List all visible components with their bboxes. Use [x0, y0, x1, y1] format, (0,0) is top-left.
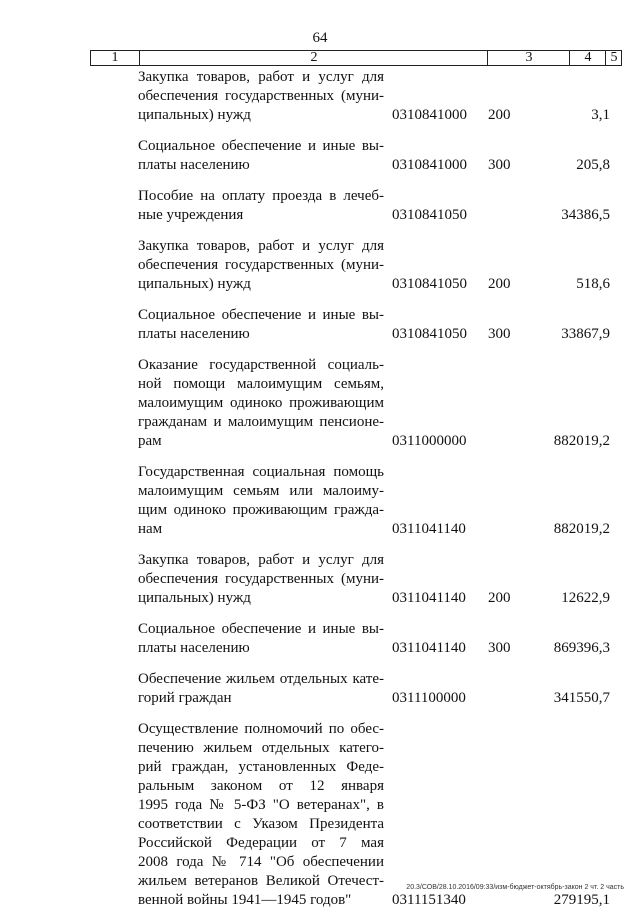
row-description-line: гражданам и малоимущим пенсионе-: [138, 414, 384, 430]
row-code: 0310841050: [392, 207, 467, 223]
row-description-line: Социальное обеспечение и иные вы-: [138, 621, 384, 637]
row-description-line: горий граждан: [138, 690, 232, 706]
row-code: 0310841000: [392, 107, 467, 123]
row-amount: 34386,5: [561, 207, 610, 223]
row-amount: 279195,1: [553, 892, 610, 908]
row-description-line: Пособие на оплату проезда в лечеб-: [138, 188, 384, 204]
row-description: [138, 68, 384, 125]
row-description-line: щим одиноко проживающим гражда-: [138, 502, 384, 518]
row-code: 0311151340: [392, 892, 466, 908]
row-description-line: жильем ветеранов Великой Отечест-: [138, 873, 384, 889]
row-description-line: ральным законом от 12 января: [138, 778, 384, 794]
row-description: [138, 670, 384, 708]
row-description: [138, 551, 384, 608]
row-amount: 869396,3: [553, 640, 610, 656]
row-description-line: Закупка товаров, работ и услуг для: [138, 69, 384, 85]
row-description-line: рам: [138, 433, 162, 449]
row-description: [138, 620, 384, 658]
row-description-line: 1995 года № 5-ФЗ "О ветеранах", в: [138, 797, 384, 813]
row-description-line: Оказание государственной социаль-: [138, 357, 384, 373]
row-amount: 205,8: [576, 157, 610, 173]
row-description-line: венной войны 1941—1945 годов": [138, 892, 352, 908]
header-col-5: 5: [605, 51, 622, 65]
row-amount: 341550,7: [553, 690, 610, 706]
row-code: 0311000000: [392, 433, 467, 449]
row-description: [138, 306, 384, 344]
row-amount: 12622,9: [561, 590, 610, 606]
row-description: [138, 356, 384, 451]
row-description-line: платы населению: [138, 326, 250, 342]
table-header: [90, 50, 622, 66]
row-description-line: Обеспечение жильем отдельных кате-: [138, 671, 384, 687]
row-description: [138, 137, 384, 175]
row-description-line: ципальных) нужд: [138, 590, 251, 606]
row-description-line: ной помощи малоимущим семьям,: [138, 376, 384, 392]
row-code: 0310841050: [392, 276, 467, 292]
row-type: 300: [488, 640, 511, 656]
row-description-line: ципальных) нужд: [138, 107, 251, 123]
row-description-line: ципальных) нужд: [138, 276, 251, 292]
row-description-line: малоимущим одиноко проживающим: [138, 395, 384, 411]
row-description-line: рий граждан, установленных Феде-: [138, 759, 384, 775]
row-description: [138, 463, 384, 539]
row-amount: 882019,2: [553, 433, 610, 449]
row-type: 200: [488, 107, 511, 123]
row-description-line: Социальное обеспечение и иные вы-: [138, 307, 384, 323]
row-description-line: Осуществление полномочий по обес-: [138, 721, 384, 737]
row-description-line: Закупка товаров, работ и услуг для: [138, 552, 384, 568]
row-amount: 882019,2: [553, 521, 610, 537]
row-type: 200: [488, 590, 511, 606]
row-description-line: 2008 года № 714 "Об обеспечении: [138, 854, 384, 870]
row-amount: 33867,9: [561, 326, 610, 342]
row-code: 0310841050: [392, 326, 467, 342]
row-description-line: Российской Федерации от 7 мая: [138, 835, 384, 851]
row-type: 200: [488, 276, 511, 292]
row-description: [138, 237, 384, 294]
row-description-line: Социальное обеспечение и иные вы-: [138, 138, 384, 154]
footer-note: 20.3/СОВ/28.10.2016/09:33/изм-бюджет-октябрь-закон 2 чт. 2 часть: [406, 884, 624, 891]
row-description: [138, 720, 384, 910]
row-code: 0311100000: [392, 690, 466, 706]
row-code: 0311041140: [392, 640, 466, 656]
header-col-1: 1: [111, 50, 119, 65]
header-col-4: 4: [569, 51, 606, 65]
row-description-line: платы населению: [138, 640, 250, 656]
row-description-line: обеспечения государственных (муни-: [138, 88, 384, 104]
row-amount: 3,1: [591, 107, 610, 123]
row-description-line: соответствии с Указом Президента: [138, 816, 384, 832]
row-description-line: обеспечения государственных (муни-: [138, 571, 384, 587]
page-number: 64: [312, 30, 328, 46]
row-description: [138, 187, 384, 225]
row-description-line: платы населению: [138, 157, 250, 173]
row-code: 0311041140: [392, 521, 466, 537]
row-type: 300: [488, 326, 511, 342]
row-description-line: обеспечения государственных (муни-: [138, 257, 384, 273]
row-description-line: печению жильем отдельных катего-: [138, 740, 384, 756]
row-type: 300: [488, 157, 511, 173]
header-col-2: 2: [139, 51, 488, 65]
row-description-line: нам: [138, 521, 163, 537]
header-col-3: 3: [487, 51, 570, 65]
row-description-line: малоимущим семьям или малоиму-: [138, 483, 384, 499]
row-code: 0310841000: [392, 157, 467, 173]
row-code: 0311041140: [392, 590, 466, 606]
row-description-line: ные учреждения: [138, 207, 244, 223]
row-amount: 518,6: [576, 276, 610, 292]
row-description-line: Государственная социальная помощь: [138, 464, 384, 480]
row-description-line: Закупка товаров, работ и услуг для: [138, 238, 384, 254]
